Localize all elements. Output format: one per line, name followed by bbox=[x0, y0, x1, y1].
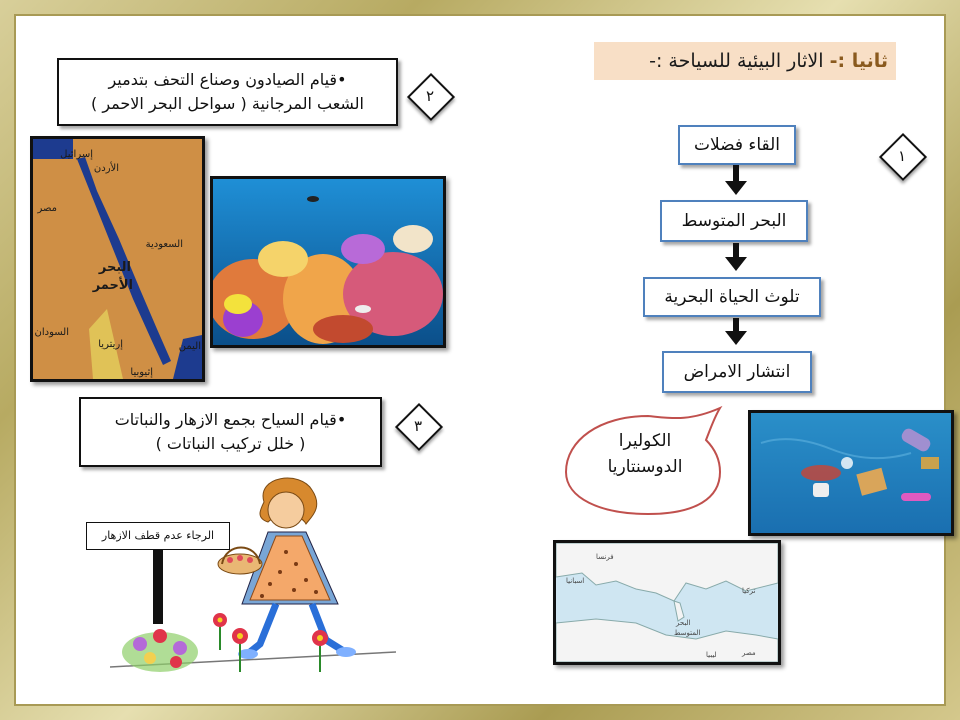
flow-step-4: انتشار الامراض bbox=[662, 351, 812, 393]
pollution-image bbox=[751, 413, 951, 533]
coral-reef-photo bbox=[210, 176, 446, 348]
girl-drawing bbox=[80, 472, 396, 682]
map-label-spain: اسبانيا bbox=[566, 577, 585, 585]
pollution-photo bbox=[748, 410, 954, 536]
mediterranean-map bbox=[553, 540, 781, 665]
map-label-sea: البحر bbox=[676, 619, 691, 627]
item2-textbox bbox=[57, 58, 398, 126]
map-label-israel: إسرائيل bbox=[60, 149, 93, 160]
callout-line-1: الكوليرا bbox=[618, 431, 672, 451]
map-label-saudi: السعودية bbox=[145, 239, 183, 250]
callout-text bbox=[590, 428, 700, 480]
map-label-red-1: البحر bbox=[98, 260, 131, 275]
map-label-eritrea: إريتريا bbox=[98, 339, 123, 350]
med-map-drawing bbox=[556, 543, 778, 662]
map-label-mediterranean: المتوسط bbox=[674, 629, 701, 637]
map-label-red-2: الأحمر bbox=[92, 278, 133, 293]
item2-line-2: الشعب المرجانية ( سواحل البحر الاحمر ) bbox=[90, 94, 364, 113]
map-label-egypt: مصر bbox=[742, 649, 756, 657]
red-sea-map-drawing bbox=[33, 139, 202, 379]
flow-step-2: البحر المتوسط bbox=[660, 200, 808, 242]
item1-number: ١ bbox=[897, 147, 907, 165]
map-label-ethiopia: إثيوبيا bbox=[130, 367, 153, 378]
item1-number-badge bbox=[880, 134, 924, 178]
item2-number-badge bbox=[408, 74, 452, 118]
flow-arrows bbox=[722, 165, 750, 405]
map-label-jordan: الأردن bbox=[93, 163, 119, 174]
map-label-yemen: اليمن bbox=[178, 341, 201, 352]
item3-line-1: •قيام السياح بجمع الازهار والنباتات bbox=[114, 410, 347, 429]
title-text: الاثار البيئية للسياحة :- bbox=[649, 50, 830, 72]
item2-line-1: •قيام الصيادون وصناع التحف بتدمير bbox=[108, 70, 347, 89]
map-label-egypt-rs: مصر bbox=[37, 203, 57, 214]
flower-picking-illustration bbox=[80, 472, 396, 682]
callout-line-2: الدوسنتاريا bbox=[607, 457, 683, 477]
flow-step-1: القاء فضلات bbox=[678, 125, 796, 165]
item3-line-2: ( خلل تركيب النباتات ) bbox=[155, 434, 306, 453]
item3-textbox bbox=[79, 397, 382, 467]
coral-reef-image bbox=[213, 179, 443, 345]
no-picking-sign: الرجاء عدم قطف الازهار bbox=[86, 522, 230, 550]
item3-number: ٣ bbox=[413, 417, 423, 435]
map-label-libya: ليبيا bbox=[706, 651, 717, 659]
section-title bbox=[594, 42, 896, 80]
map-label-france: فرنسا bbox=[596, 553, 614, 561]
item2-number: ٢ bbox=[425, 87, 435, 105]
map-label-sudan: السودان bbox=[34, 327, 69, 338]
map-label-turkey: تركيا bbox=[742, 587, 756, 595]
red-sea-map bbox=[30, 136, 205, 382]
item3-number-badge bbox=[396, 404, 440, 448]
flow-step-3: تلوث الحياة البحرية bbox=[643, 277, 821, 317]
title-prefix: ثانيا :- bbox=[829, 50, 888, 72]
